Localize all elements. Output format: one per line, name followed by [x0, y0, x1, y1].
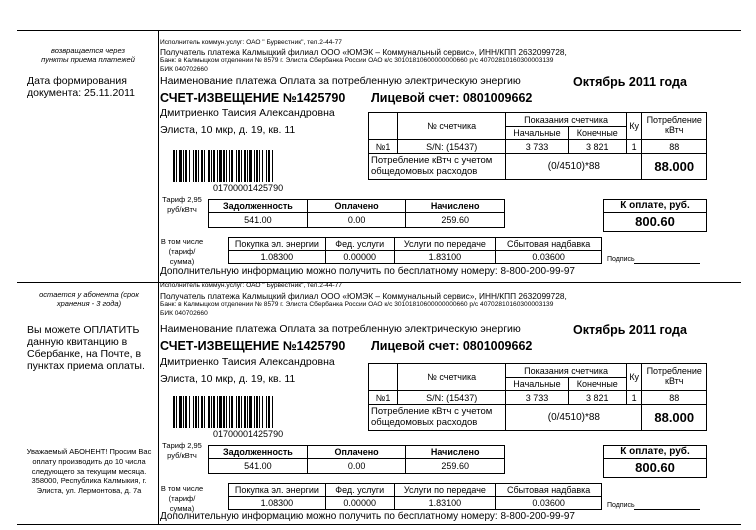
col-k: Ку: [626, 364, 642, 391]
to-pay-box: [603, 445, 707, 478]
period: Октябрь 2011 года: [573, 75, 687, 89]
return-note: возвращается через пункты приема платежей: [41, 46, 135, 64]
to-pay-amount: 800.60: [635, 214, 675, 229]
federal-label: Фед. услуги: [325, 484, 394, 497]
barcode-stripe: [273, 150, 274, 182]
col-readings: Показания счетчика: [506, 113, 627, 127]
charged-value: 259.60: [406, 213, 505, 228]
period: Октябрь 2011 года: [573, 323, 687, 337]
common-label: Потребление кВтч с учетом общедомовых расходов: [369, 154, 506, 180]
signature-label: Подпись: [607, 502, 635, 509]
col-consumption: Потребление кВтч: [642, 364, 707, 391]
bill-block: [159, 30, 741, 282]
paid-value: 0.00: [307, 213, 406, 228]
bank-details: Банк: в Калмыцком отделении № 8579 г. Элиста Сбербанка России ОАО к/с 30101810600000000660 р/с 40702810160300003139: [160, 57, 554, 64]
debt-label: Задолженность: [209, 446, 308, 459]
including-label: В том числе (тариф/сумма): [160, 237, 204, 266]
signature-label: Подпись: [607, 256, 635, 263]
barcode: [173, 396, 274, 428]
executor: Исполнитель коммун.услуг: ОАО " Бурвестник", тел.2-44-77: [160, 39, 342, 46]
col-start: Начальные: [506, 378, 568, 391]
barcode: [173, 150, 274, 182]
stub-return: [17, 30, 158, 282]
meter-end: 3 821: [568, 391, 626, 405]
meter-row-no: №1: [369, 391, 398, 405]
recipient: Получатель платежа Калмыцкий филиал ООО «ЮМЭК – Коммунальный сервис», ИНН/КПП 2632099728,: [160, 47, 567, 57]
executor: Исполнитель коммун.услуг: ОАО " Бурвестник", тел.2-44-77: [160, 282, 342, 289]
signature-line[interactable]: [634, 263, 700, 264]
debt-value: 541.00: [209, 459, 308, 474]
bank-details: Банк: в Калмыцком отделении № 8579 г. Элиста Сбербанка России ОАО к/с 30101810600000000660 р/с 40702810160300003139: [160, 301, 554, 308]
transfer-value: 1.83100: [394, 251, 496, 264]
federal-value: 0.00000: [325, 497, 394, 510]
col-end: Конечные: [568, 378, 626, 391]
coupon-return: [17, 30, 741, 282]
pay-hint: Вы можете ОПЛАТИТЬ данную квитанцию в Сбербанке, на Почте, в пунктах приема оплаты.: [27, 324, 145, 373]
markup-label: Сбытовая надбавка: [496, 484, 602, 497]
col-readings: Показания счетчика: [506, 364, 627, 378]
barcode-number: 01700001425790: [213, 183, 284, 193]
meter-k: 1: [626, 391, 642, 405]
meter-consumption: 88: [642, 140, 707, 154]
col-meter: № счетчика: [398, 364, 506, 391]
charged-label: Начислено: [406, 200, 505, 213]
invoice-page: [17, 30, 741, 524]
col-consumption: Потребление кВтч: [642, 113, 707, 140]
common-formula: (0/4510)*88: [506, 405, 642, 431]
meter-table: [368, 112, 707, 180]
bill-block-copy: [159, 283, 741, 524]
energy-value: 1.08300: [229, 251, 326, 264]
breakdown-table: [228, 483, 602, 510]
meter-consumption: 88: [642, 391, 707, 405]
to-pay-label: К оплате, руб.: [604, 446, 706, 459]
paid-value: 0.00: [307, 459, 406, 474]
markup-value: 0.03600: [496, 251, 602, 264]
meter-start: 3 733: [506, 140, 568, 154]
coupon-keep: [17, 283, 741, 524]
including-label: В том числе (тариф/сумма): [160, 484, 204, 513]
payment-name: Наименование платежа Оплата за потребленную электрическую энергию: [160, 323, 521, 335]
to-pay-label: К оплате, руб.: [604, 200, 706, 213]
payer-address: Элиста, 10 мкр, д. 19, кв. 11: [160, 124, 296, 136]
payer-name: Дмитриенко Таисия Александровна: [160, 356, 335, 368]
charged-label: Начислено: [406, 446, 505, 459]
barcode-stripe: [273, 396, 274, 428]
footer-info: Дополнительную информацию можно получить по бесплатному номеру: 8-800-200-99-97: [160, 511, 575, 522]
stub-keep: [17, 283, 158, 524]
balance-table: [208, 199, 505, 228]
paid-label: Оплачено: [307, 446, 406, 459]
common-label: Потребление кВтч с учетом общедомовых расходов: [369, 405, 506, 431]
meter-table: [368, 363, 707, 431]
paid-label: Оплачено: [307, 200, 406, 213]
to-pay-box: [603, 199, 707, 232]
charged-value: 259.60: [406, 459, 505, 474]
energy-label: Покупка эл. энергии: [229, 238, 326, 251]
invoice-number: СЧЕТ-ИЗВЕЩЕНИЕ №1425790: [160, 91, 346, 105]
bik: БИК 040702660: [160, 66, 208, 73]
col-k: Ку: [626, 113, 642, 140]
breakdown-table: [228, 237, 602, 264]
meter-serial: S/N: (15437): [398, 391, 506, 405]
energy-label: Покупка эл. энергии: [229, 484, 326, 497]
transfer-label: Услуги по передаче: [394, 238, 496, 251]
bottom-border: [17, 524, 741, 525]
federal-value: 0.00000: [325, 251, 394, 264]
account-number: Лицевой счет: 0801009662: [371, 91, 533, 105]
signature-line[interactable]: [634, 509, 700, 510]
meter-serial: S/N: (15437): [398, 140, 506, 154]
bik: БИК 040702660: [160, 310, 208, 317]
col-end: Конечные: [568, 127, 626, 140]
meter-end: 3 821: [568, 140, 626, 154]
payer-name: Дмитриенко Таисия Александровна: [160, 107, 335, 119]
tariff-label: Тариф 2,95 руб/кВтч: [162, 441, 202, 460]
common-total: 88.000: [642, 154, 707, 180]
markup-label: Сбытовая надбавка: [496, 238, 602, 251]
invoice-number: СЧЕТ-ИЗВЕЩЕНИЕ №1425790: [160, 339, 346, 353]
meter-row-no: №1: [369, 140, 398, 154]
balance-table: [208, 445, 505, 474]
meter-start: 3 733: [506, 391, 568, 405]
markup-value: 0.03600: [496, 497, 602, 510]
notice: Уважаемый АБОНЕНТ! Просим Вас оплату производить до 10 числа следующего за текущим месяца. 358000, Республика Калмыкия, г. Элиста, ул. Лермонтова, д. 7а: [26, 447, 152, 495]
tariff-label: Тариф 2,95 руб/кВтч: [162, 195, 202, 214]
payment-name: Наименование платежа Оплата за потребленную электрическую энергию: [160, 75, 521, 87]
common-total: 88.000: [642, 405, 707, 431]
col-meter: № счетчика: [398, 113, 506, 140]
federal-label: Фед. услуги: [325, 238, 394, 251]
transfer-label: Услуги по передаче: [394, 484, 496, 497]
to-pay-amount: 800.60: [635, 460, 675, 475]
meter-k: 1: [626, 140, 642, 154]
payer-address: Элиста, 10 мкр, д. 19, кв. 11: [160, 373, 296, 385]
common-formula: (0/4510)*88: [506, 154, 642, 180]
footer-info: Дополнительную информацию можно получить по бесплатному номеру: 8-800-200-99-97: [160, 266, 575, 277]
keep-note: остается у абонента (срок хранения - 3 года): [39, 290, 139, 308]
transfer-value: 1.83100: [394, 497, 496, 510]
col-start: Начальные: [506, 127, 568, 140]
account-number: Лицевой счет: 0801009662: [371, 339, 533, 353]
debt-label: Задолженность: [209, 200, 308, 213]
generation-date: Дата формирования документа: 25.11.2011: [27, 75, 136, 100]
recipient: Получатель платежа Калмыцкий филиал ООО «ЮМЭК – Коммунальный сервис», ИНН/КПП 2632099728,: [160, 291, 567, 301]
barcode-number: 01700001425790: [213, 429, 284, 439]
energy-value: 1.08300: [229, 497, 326, 510]
debt-value: 541.00: [209, 213, 308, 228]
